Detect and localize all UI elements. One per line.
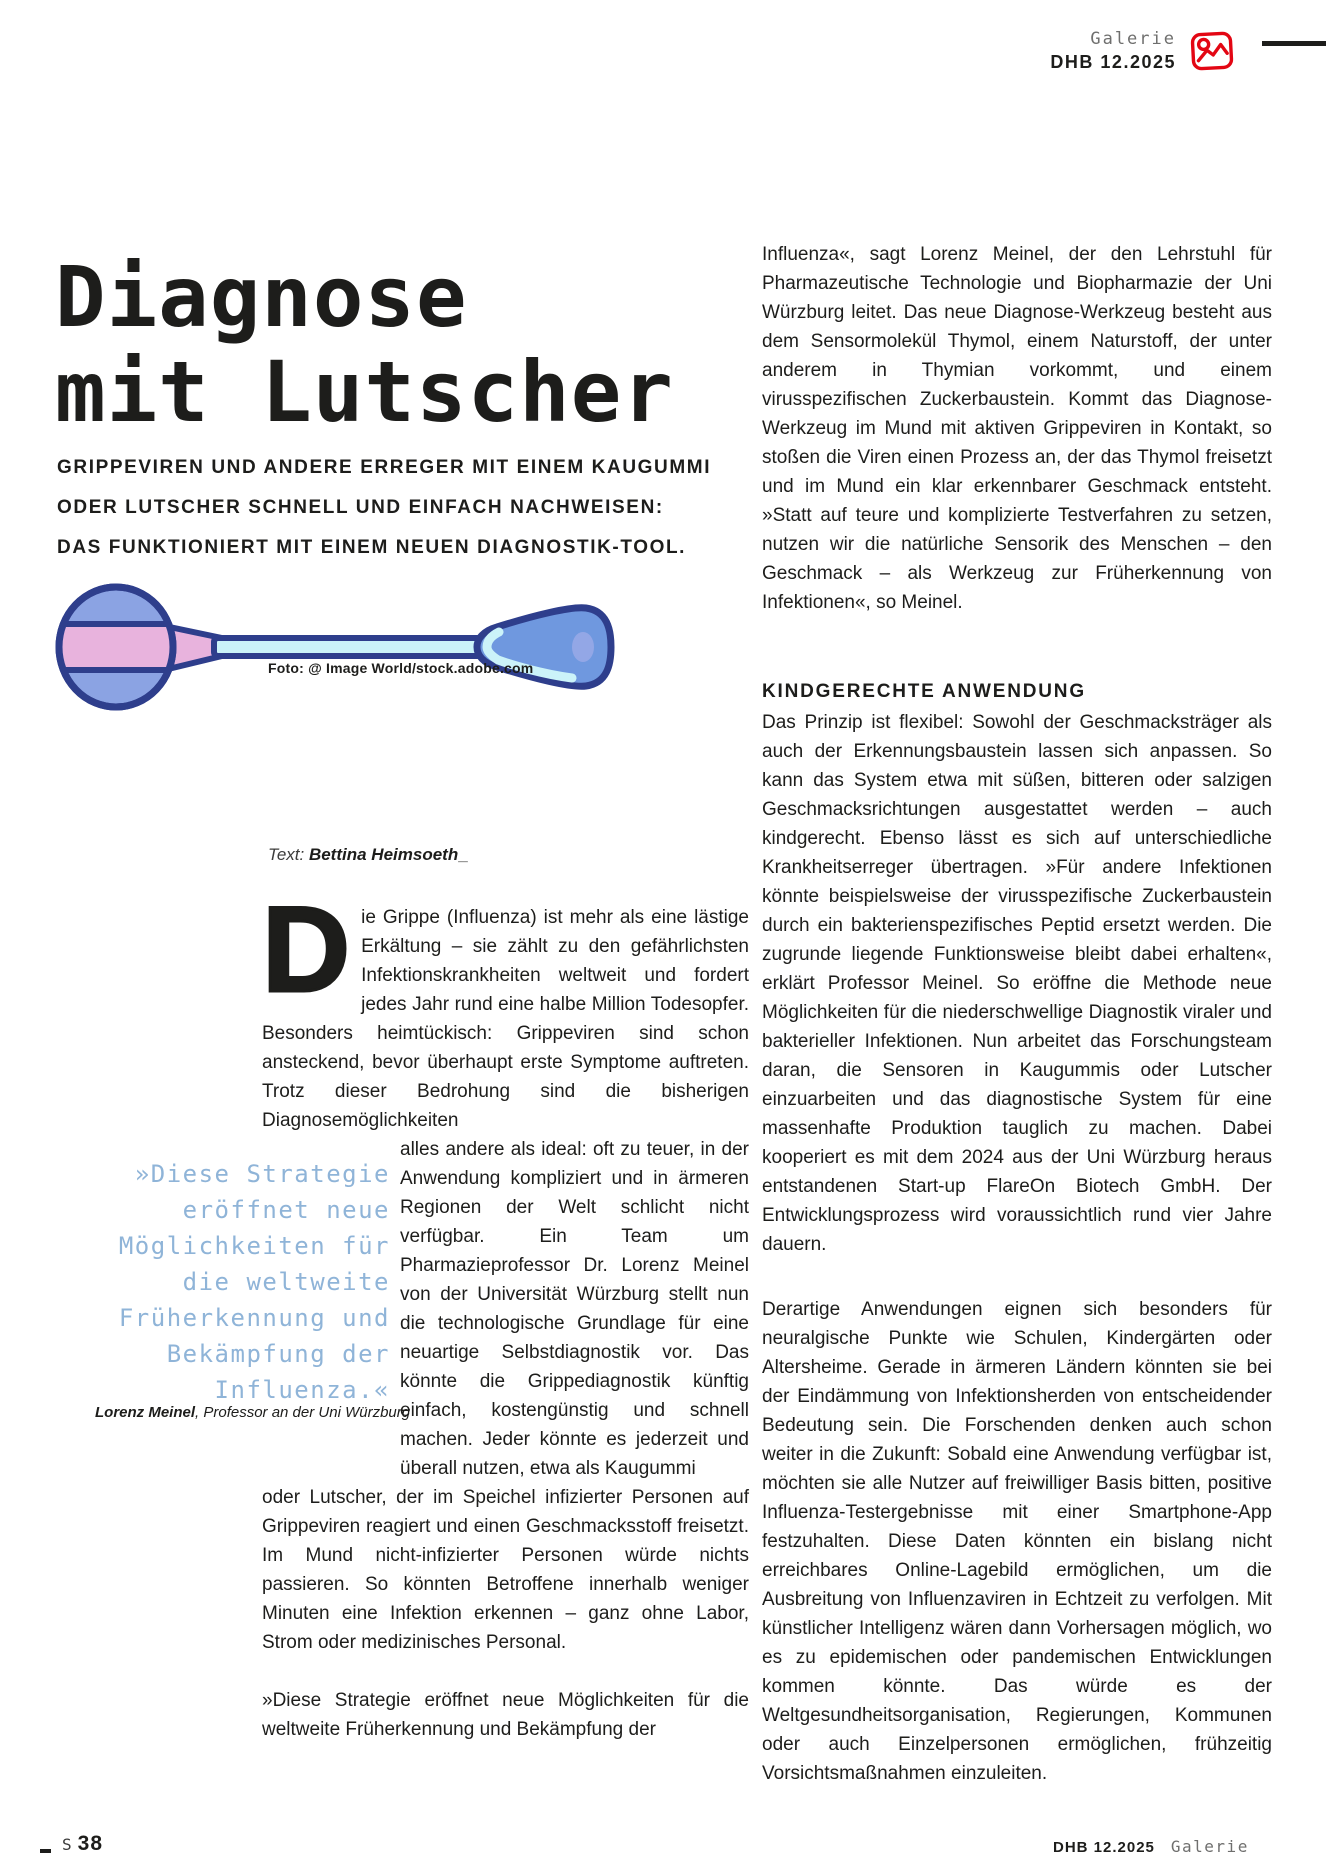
pull-quote-line: »Diese Strategie: [134, 1160, 390, 1188]
pull-quote-line: Bekämpfung der: [166, 1340, 390, 1368]
title-line-1: Diagnose: [55, 248, 468, 346]
subtitle-line: DAS FUNKTIONIERT MIT EINEM NEUEN DIAGNOSTIK-TOOL.: [57, 537, 687, 558]
byline-suffix: _: [458, 845, 468, 864]
pull-quote-line: Influenza.«: [214, 1376, 390, 1404]
attribution-name: Lorenz Meinel: [95, 1404, 196, 1421]
photo-credit: Foto: @ Image World/stock.adobe.com: [268, 660, 534, 676]
pull-quote-line: die weltweite: [182, 1268, 390, 1296]
paragraph-text: ie Grippe (Influenza) ist mehr als eine lästige Erkältung – sie zählt zu den gefährlichsten Infektionskrankheiten weltweit und fordert jedes Jahr rund eine halbe Million Todesopfer. Besonders heimtückisch: Grippeviren sind schon ansteckend, bevor überhaupt erste Symptome auftreten. Trotz dieser Bedrohung sind die bisherigen Diagnosemöglichkeiten: [262, 907, 749, 1131]
subtitle-line: GRIPPEVIREN UND ANDERE ERREGER MIT EINEM KAUGUMMI: [57, 457, 712, 478]
subtitle-line: ODER LUTSCHER SCHNELL UND EINFACH NACHWEISEN:: [57, 497, 664, 518]
paragraph: [262, 881, 749, 1135]
footer-issue-section: [1053, 1837, 1249, 1857]
drop-cap: D: [262, 881, 349, 1017]
footer-issue: DHB 12.2025: [1053, 1839, 1155, 1856]
byline-prefix: Text:: [268, 845, 309, 864]
paragraph: Derartige Anwendungen eignen sich besonders für neuralgische Punkte wie Schulen, Kindergärten oder Altersheime. Gerade in ärmeren Ländern könnten sie bei der Eindämmung von Infektionsherden von entscheidender Bedeutung sein. Die Forschenden denken auch schon weiter in die Zukunft: Sobald eine Anwendung verfügbar ist, möchten sie alle Nutzer auf freiwilliger Basis bitten, positive Influenza-Testergebnisse mit einer Smartphone-App festzuhalten. Diese Daten könnten ein bislang nicht erreichbares Online-Lagebild ermöglichen, um die Ausbreitung von Influenzaviren in Echtzeit zu verfolgen. Mit künstlicher Intelligenz wären dann Vorhersagen möglich, wo es zu epidemischen oder pandemischen Entwicklungen kommen könnte. Das würde es der Weltgesundheitsorganisation, Regierungen, Kommunen oder auch Einzelpersonen ermöglichen, frühzeitig Vorsichtsmaßnahmen einzuleiten.: [762, 1299, 1272, 1784]
paragraph: oder Lutscher, der im Speichel infizierter Personen auf Grippeviren reagiert und einen Geschmacksstoff freisetzt. Im Mund nicht-infizierter Personen würde nichts passieren. So könnten Betroffene innerhalb weniger Minuten eine Infektion erkennen – ganz ohne Labor, Strom oder medizinisches Personal.: [262, 1487, 749, 1653]
header-rule: [1262, 41, 1326, 46]
page-header: [1030, 28, 1235, 74]
header-text: [1030, 29, 1176, 73]
gallery-image-icon: [1189, 28, 1235, 74]
page-number: 38: [77, 1832, 103, 1855]
issue-label: DHB 12.2025: [1050, 52, 1176, 72]
pull-quote-line: Früherkennung und: [118, 1304, 390, 1332]
byline-author: Bettina Heimsoeth: [308, 845, 459, 864]
section-label: Galerie: [1090, 29, 1176, 49]
footer-section: Galerie: [1170, 1837, 1249, 1856]
byline: [268, 845, 468, 865]
lollipop-illustration: [50, 583, 615, 716]
attribution-role: , Professor an der Uni Würzburg: [195, 1404, 411, 1421]
pull-quote: [55, 1156, 390, 1408]
paragraph: Das Prinzip ist flexibel: Sowohl der Geschmacksträger als auch der Erkennungsbaustein lassen sich anpassen. So kann das System etwa mit süßen, bitteren oder salzigen Geschmacksrichtungen ausgestattet werden – auch kindgerecht. Ebenso lässt es sich auf unterschiedliche Krankheitserreger übertragen. »Für andere Infektionen könnte beispielsweise der virusspezifische Zuckerbaustein durch ein bakterienspezifisches Peptid ersetzt werden. Die zugrunde liegende Funktionsweise bleibt dabei erhalten«, erklärt Professor Meinel. So eröffne die Methode neue Möglichkeiten für die niederschwellige Diagnostik viraler und bakterieller Infektionen. Nun arbeitet das Forschungsteam daran, die Sensoren in Kaugummis oder Lutscher einzuarbeiten und das diagnostische System für eine massenhafte Produktion tauglich zu machen. Dabei kooperiert es mit dem 2024 aus der Uni Würzburg heraus entstandenen Start-up FlareOn Biotech GmbH. Der Entwicklungsprozess wird voraussichtlich rund vier Jahre dauern.: [762, 712, 1272, 1255]
paragraph: alles andere als ideal: oft zu teuer, in der Anwendung kompliziert und in ärmeren Regionen der Welt schlicht nicht verfügbar. Ein Team um Pharmazieprofessor Dr. Lorenz Meinel von der Universität Würzburg stellt nun die technologische Grundlage für eine neuartige Selbstdiagnostik vor. Das könnte die Grippediagnostik künftig einfach, kostengünstig und schnell machen. Jeder könnte es jederzeit und überall nutzen, etwa als Kaugummi: [400, 1139, 749, 1479]
page-title: [55, 250, 674, 440]
title-line-2: mit Lutscher: [55, 343, 674, 441]
footer-tick: [40, 1849, 51, 1853]
article-right-column: [762, 240, 1272, 1788]
paragraph: Influenza«, sagt Lorenz Meinel, der den Lehrstuhl für Pharmazeutische Technologie und Biopharmazie der Uni Würzburg leitet. Das neue Diagnose-Werkzeug besteht aus dem Sensormolekül Thymol, einem Naturstoff, der unter anderem in Thymian vorkommt, und einem virusspezifischen Zuckerbaustein. Kommt das Diagnose-Werkzeug im Mund mit aktiven Grippeviren in Kontakt, so stoßen die Viren einen Prozess an, der das Thymol freisetzt und im Mund ein klar erkennbarer Geschmack entsteht. »Statt auf teure und komplizierte Testverfahren zu setzen, nutzen wir die natürliche Sensorik des Menschen – den Geschmack – als Werkzeug zur Früherkennung von Infektionen«, so Meinel.: [762, 244, 1272, 613]
pull-quote-line: eröffnet neue: [182, 1196, 390, 1224]
page-label: S: [62, 1835, 72, 1854]
pull-quote-line: Möglichkeiten für: [118, 1232, 390, 1260]
pull-quote-attribution: [95, 1404, 410, 1421]
section-heading: KINDGERECHTE ANWENDUNG: [762, 681, 1086, 702]
paragraph: »Diese Strategie eröffnet neue Möglichkeiten für die weltweite Früherkennung und Bekämpfung der: [262, 1690, 749, 1740]
footer-page-number: [62, 1832, 103, 1856]
subtitle: [57, 448, 711, 568]
